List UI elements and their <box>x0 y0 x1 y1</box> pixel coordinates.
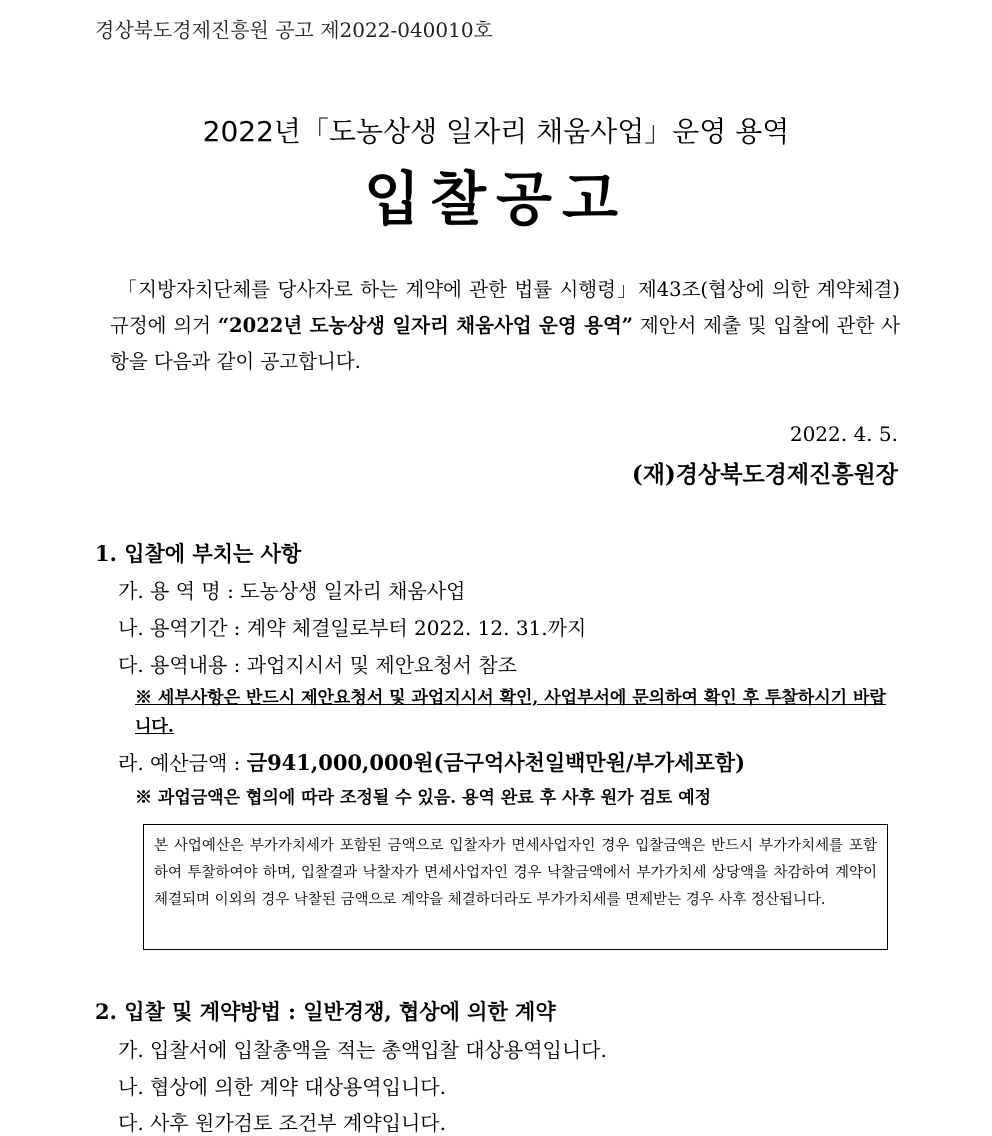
section-2-item-b: 나. 협상에 의한 계약 대상용역입니다. <box>118 1075 446 1099</box>
issuing-organization: (재)경상북도경제진흥원장 <box>631 461 898 488</box>
section-2-item-a: 가. 입찰서에 입찰총액을 적는 총액입찰 대상용역입니다. <box>118 1038 607 1062</box>
section-1-note-details <box>135 684 900 742</box>
notice-number: 경상북도경제진흥원 공고 제2022-040010호 <box>95 18 493 42</box>
intro-project-name: “2022년 도농상생 일자리 채움사업 운영 용역” <box>217 314 634 337</box>
section-1-note-adjustment: ※ 과업금액은 협의에 따라 조정될 수 있음. 용역 완료 후 사후 원가 검토 예정 <box>135 788 712 808</box>
document-title: 입찰공고 <box>363 165 629 233</box>
budget-label: 라. 예산금액 : <box>118 751 247 775</box>
document-subtitle: 2022년「도농상생 일자리 채움사업」운영 용역 <box>202 115 790 148</box>
intro-text-1: 「지방자치단체를 당사자로 하는 계약에 관한 법률 시행령」제43조(협상에 의한 계약체결) 규정에 의거 <box>110 278 901 337</box>
intro-text-2: 제안서 제출 및 입찰에 관한 사항을 다음과 같이 공고합니다. <box>110 314 900 373</box>
budget-value: 금941,000,000원(금구억사천일백만원/부가세포함) <box>246 750 746 775</box>
intro-paragraph <box>110 272 900 380</box>
section-1-item-c: 다. 용역내용 : 과업지시서 및 제안요청서 참조 <box>118 653 517 677</box>
vat-notice-box: 본 사업예산은 부가가치세가 포함된 금액으로 입찰자가 면세사업자인 경우 입찰금액은 반드시 부가가치세를 포함하여 투찰하여야 하며, 입찰결과 낙찰자가 면세사업자인 경우 낙찰금액에서 부가가치세 상당액을 차감하여 계약이 체결되며 이외의 경우 낙찰된 금액으로 계약을 체결하더라도 부가가치세를 면제받는 경우 사후 정산됩니다. <box>143 824 888 950</box>
section-2-title: 2. 입찰 및 계약방법 : 일반경쟁, 협상에 의한 계약 <box>95 999 556 1024</box>
section-1-item-budget <box>118 747 745 777</box>
section-1-title: 1. 입찰에 부치는 사항 <box>95 541 302 566</box>
notice-date: 2022. 4. 5. <box>789 422 898 446</box>
section-1-item-b: 나. 용역기간 : 계약 체결일로부터 2022. 12. 31.까지 <box>118 616 587 640</box>
note-details-text: ※ 세부사항은 반드시 제안요청서 및 과업지시서 확인, 사업부서에 문의하여 확인 후 투찰하시기 바랍니다. <box>135 688 886 737</box>
section-2-item-c: 다. 사후 원가검토 조건부 계약입니다. <box>118 1111 446 1135</box>
section-1-item-a: 가. 용 역 명 : 도농상생 일자리 채움사업 <box>118 579 466 603</box>
